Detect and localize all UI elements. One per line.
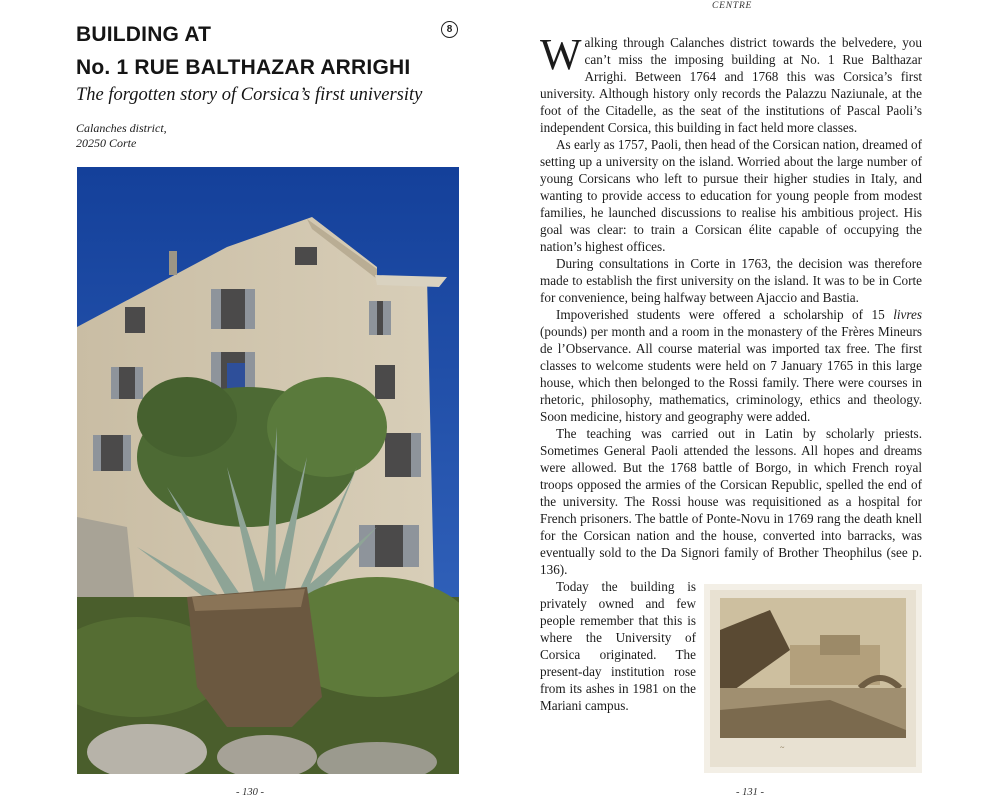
right-page bbox=[500, 0, 1000, 800]
paragraph-1-text: alking through Calanches district towards the belvedere, you can’t miss the imposing building at No. 1 Rue Balthazar Arrighi. Between 1764 and 1768 this was Corsica’s first university. Although history only records the Palazzu Naziunale, at the foot of the Citadelle, as the seat of the institutions of Pascal Paoli’s independent Corsica, this building in fact held more classes. bbox=[540, 35, 922, 135]
drop-cap: W bbox=[540, 30, 582, 79]
page-number-left: - 130 - bbox=[236, 787, 264, 798]
paragraph-6: Today the building is privately owned and few people remember that this is where the University of Corsica originated. The present-day institution rose from its ashes in 1981 on the Mariani campus. bbox=[540, 579, 696, 713]
paragraph-1 bbox=[540, 30, 922, 136]
paragraph-5-text: The teaching was carried out in Latin by scholarly priests. Sometimes General Paoli attended the lessons. All hopes and dreams were allowed. But the 1768 battle of Borgo, in which French royal troops opposed the armies of the Corsican Republic, spelled the end of the university. The Rossi house was requisitioned as a hospital for French prisoners. The battle of Ponte-Novu in 1769 rang the death knell for the Corsican nation and the house, converted into barracks, was eventually sold to the Da Signori family of Brother Theophilus (see p. 136). bbox=[540, 426, 922, 577]
paragraph-4-italic: livres bbox=[893, 307, 922, 322]
historic-photo bbox=[704, 584, 922, 773]
paragraph-4 bbox=[540, 306, 922, 425]
address-line-1: Calanches district, bbox=[76, 121, 167, 135]
address-line-2: 20250 Corte bbox=[76, 136, 137, 150]
svg-text:~: ~ bbox=[780, 743, 785, 752]
page-number-right: - 131 - bbox=[736, 787, 764, 798]
entry-title bbox=[76, 18, 436, 84]
paragraph-5 bbox=[540, 425, 922, 578]
paragraph-4-end: (pounds) per month and a room in the monastery of the Frères Mineurs de l’Observance. All course material was imported tax free. The first classes to welcome students were held on 7 January 1765 in this large house, which then belonged to the Rossi family. There were courses in rhetoric, philosophy, mathematics, criminology, ethics and theology. Soon medicine, history and geography were added. bbox=[540, 324, 922, 424]
address bbox=[76, 121, 167, 151]
section-header: CENTRE bbox=[712, 1, 753, 11]
title-line-1: BUILDING AT bbox=[76, 23, 212, 46]
entry-number-badge: 8 bbox=[441, 21, 458, 38]
paragraph-2: As early as 1757, Paoli, then head of the Corsican nation, dreamed of setting up a university on the island. Worried about the large number of young Corsicans who left to pursue their higher studies in Italy, and wanting to provide access to education for young people from modest families, he launched discussions to realise his ambitious project. His goal was clear: to train a Corsican élite capable of occupying the nation’s highest offices. bbox=[540, 137, 922, 254]
paragraph-3: During consultations in Corte in 1763, the decision was therefore made to establish the first university on the island. It was to be in Corte for convenience, being halfway between Ajaccio and Bastia. bbox=[540, 256, 922, 305]
paragraph-4-start: Impoverished students were offered a scholarship of 15 bbox=[556, 307, 894, 322]
title-line-2: No. 1 RUE BALTHAZAR ARRIGHI bbox=[76, 56, 411, 79]
building-photo bbox=[77, 167, 459, 774]
article-body bbox=[540, 30, 922, 773]
entry-subtitle: The forgotten story of Corsica’s first university bbox=[76, 85, 423, 105]
